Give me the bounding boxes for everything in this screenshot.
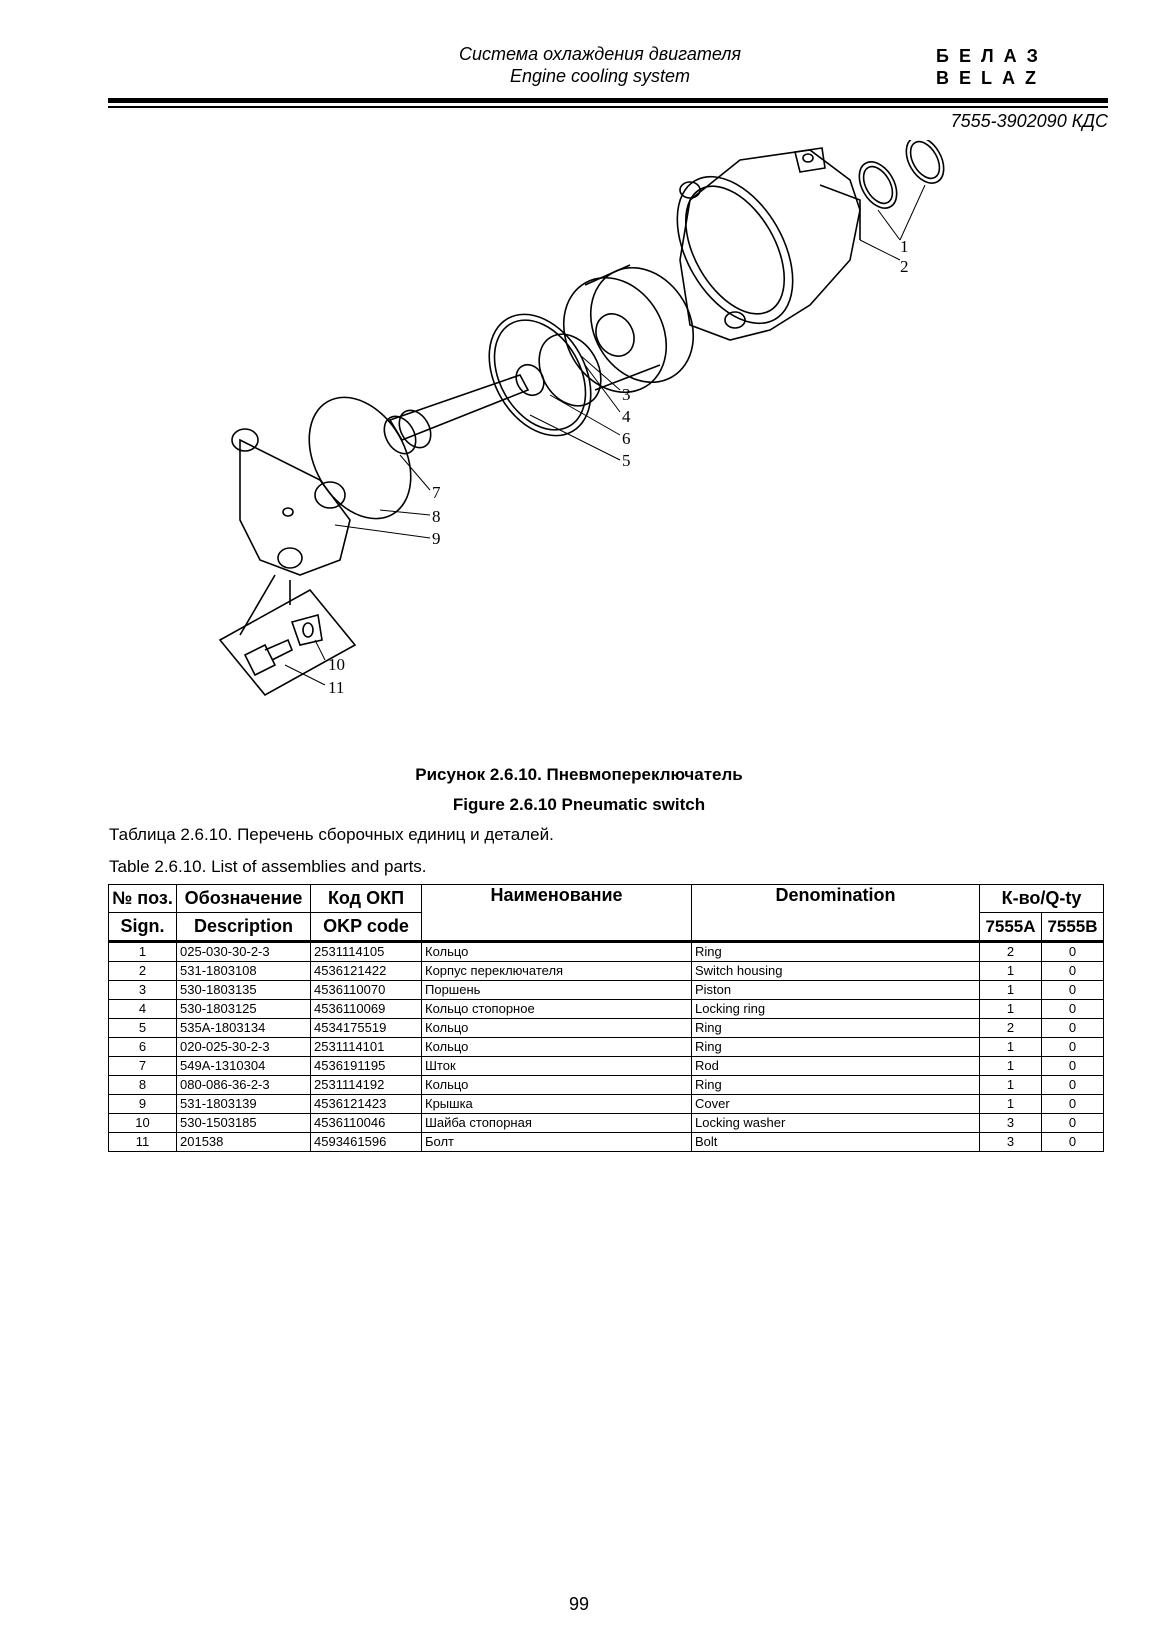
- figure-caption-ru: Рисунок 2.6.10. Пневмопереключатель: [415, 765, 743, 784]
- cell-qty-7555b: 0: [1042, 1076, 1104, 1095]
- callout-4: 4: [622, 407, 631, 426]
- cell-qty-7555b: 0: [1042, 981, 1104, 1000]
- cell-qty-7555a: 2: [980, 942, 1042, 962]
- cell-qty-7555b: 0: [1042, 1057, 1104, 1076]
- cell-qty-7555a: 1: [980, 1038, 1042, 1057]
- figure-caption-en: Figure 2.6.10 Pneumatic switch: [452, 795, 706, 814]
- o-rings-drawing: [852, 140, 952, 215]
- cell-designation: 535A-1803134: [177, 1019, 311, 1038]
- header-qty-7555a: 7555A: [980, 913, 1042, 942]
- callout-8: 8: [432, 507, 441, 526]
- callout-3: 3: [622, 385, 631, 404]
- cell-okp-code: 4593461596: [311, 1133, 422, 1152]
- callout-11: 11: [328, 678, 345, 697]
- cell-position: 3: [109, 981, 177, 1000]
- table-title-en: Table 2.6.10. List of assemblies and parts.: [109, 857, 427, 876]
- cell-qty-7555a: 1: [980, 981, 1042, 1000]
- cell-okp-code: 4536191195: [311, 1057, 422, 1076]
- document-code: 7555-3902090 КДС: [950, 111, 1108, 131]
- table-row: [109, 1019, 1104, 1038]
- cell-name-ru: Шайба стопорная: [422, 1114, 692, 1133]
- header-qty-7555b: 7555B: [1042, 913, 1104, 942]
- cell-position: 9: [109, 1095, 177, 1114]
- table-row: [109, 1095, 1104, 1114]
- exploded-view-drawing: [210, 140, 1110, 740]
- cell-qty-7555a: 1: [980, 1095, 1042, 1114]
- switch-housing-drawing: [653, 148, 860, 343]
- header-pos-ru: № поз.: [109, 885, 177, 913]
- logo-text-en: BELAZ: [936, 68, 1046, 86]
- cell-qty-7555a: 1: [980, 1000, 1042, 1019]
- cell-designation: 531-1803108: [177, 962, 311, 981]
- table-row: [109, 962, 1104, 981]
- cell-okp-code: 2531114192: [311, 1076, 422, 1095]
- header-rule: [108, 98, 1108, 103]
- cell-designation: 025-030-30-2-3: [177, 942, 311, 962]
- header-name-ru: Наименование: [422, 885, 692, 942]
- callout-9: 9: [432, 529, 441, 548]
- table-row: [109, 1038, 1104, 1057]
- cell-name-en: Bolt: [692, 1133, 980, 1152]
- cell-name-en: Locking ring: [692, 1000, 980, 1019]
- cell-qty-7555b: 0: [1042, 1019, 1104, 1038]
- parts-table-body: [109, 942, 1104, 1152]
- header-designation-ru: Обозначение: [177, 885, 311, 913]
- cell-name-ru: Кольцо: [422, 1019, 692, 1038]
- header-designation-en: Description: [177, 913, 311, 942]
- table-row: [109, 1133, 1104, 1152]
- header-okp-ru: Код ОКП: [311, 885, 422, 913]
- cell-okp-code: 2531114105: [311, 942, 422, 962]
- cell-okp-code: 4536110069: [311, 1000, 422, 1019]
- cell-name-en: Ring: [692, 1038, 980, 1057]
- logo-text-ru: БЕЛАЗ: [936, 46, 1048, 66]
- cell-position: 10: [109, 1114, 177, 1133]
- cell-name-en: Switch housing: [692, 962, 980, 981]
- page-number: 99: [568, 1594, 590, 1614]
- cell-designation: 530-1803125: [177, 1000, 311, 1019]
- bolt-washer-detail-drawing: [220, 575, 355, 695]
- cell-designation: 530-1803135: [177, 981, 311, 1000]
- rod-drawing: [378, 375, 528, 459]
- cell-qty-7555a: 1: [980, 962, 1042, 981]
- cell-position: 6: [109, 1038, 177, 1057]
- cell-designation: 531-1803139: [177, 1095, 311, 1114]
- cell-qty-7555b: 0: [1042, 1038, 1104, 1057]
- header-title-ru: Система охлаждения двигателя: [458, 44, 742, 64]
- callout-10: 10: [328, 655, 345, 674]
- cell-name-ru: Кольцо стопорное: [422, 1000, 692, 1019]
- cell-qty-7555b: 0: [1042, 1000, 1104, 1019]
- header-okp-en: OKP code: [311, 913, 422, 942]
- cell-okp-code: 4534175519: [311, 1019, 422, 1038]
- cell-name-en: Ring: [692, 1076, 980, 1095]
- header-name-en: Denomination: [692, 885, 980, 942]
- table-row: [109, 1057, 1104, 1076]
- cell-qty-7555b: 0: [1042, 962, 1104, 981]
- cover-drawing: [232, 429, 350, 575]
- cell-name-ru: Поршень: [422, 981, 692, 1000]
- cell-designation: 201538: [177, 1133, 311, 1152]
- parts-table: [108, 884, 1104, 1152]
- cell-qty-7555b: 0: [1042, 1114, 1104, 1133]
- cell-name-en: Ring: [692, 1019, 980, 1038]
- callout-7: 7: [432, 483, 441, 502]
- cell-qty-7555a: 3: [980, 1133, 1042, 1152]
- cell-name-ru: Кольцо: [422, 1076, 692, 1095]
- cell-qty-7555a: 2: [980, 1019, 1042, 1038]
- callout-2: 2: [900, 257, 909, 276]
- cell-position: 8: [109, 1076, 177, 1095]
- cell-qty-7555b: 0: [1042, 1095, 1104, 1114]
- table-row: [109, 981, 1104, 1000]
- callout-6: 6: [622, 429, 631, 448]
- header-title-en: Engine cooling system: [509, 66, 691, 86]
- cell-okp-code: 4536121423: [311, 1095, 422, 1114]
- cell-position: 5: [109, 1019, 177, 1038]
- header-rule-thin: [108, 106, 1108, 108]
- table-row: [109, 942, 1104, 962]
- cell-qty-7555a: 1: [980, 1057, 1042, 1076]
- cell-position: 7: [109, 1057, 177, 1076]
- cell-designation: 530-1503185: [177, 1114, 311, 1133]
- table-row: [109, 1114, 1104, 1133]
- cell-designation: 080-086-36-2-3: [177, 1076, 311, 1095]
- callout-5: 5: [622, 451, 631, 470]
- cell-position: 4: [109, 1000, 177, 1019]
- cell-designation: 020-025-30-2-3: [177, 1038, 311, 1057]
- cell-position: 11: [109, 1133, 177, 1152]
- cell-position: 1: [109, 942, 177, 962]
- cell-okp-code: 4536121422: [311, 962, 422, 981]
- belaz-logo: [936, 44, 1106, 86]
- cell-qty-7555a: 1: [980, 1076, 1042, 1095]
- cell-name-ru: Кольцо: [422, 942, 692, 962]
- cell-name-ru: Крышка: [422, 1095, 692, 1114]
- cell-name-ru: Кольцо: [422, 1038, 692, 1057]
- callout-1: 1: [900, 237, 909, 256]
- cell-name-en: Locking washer: [692, 1114, 980, 1133]
- cell-name-en: Ring: [692, 942, 980, 962]
- table-title-ru: Таблица 2.6.10. Перечень сборочных единиц и деталей.: [109, 825, 554, 844]
- cell-okp-code: 2531114101: [311, 1038, 422, 1057]
- cell-name-ru: Корпус переключателя: [422, 962, 692, 981]
- cell-name-en: Rod: [692, 1057, 980, 1076]
- table-row: [109, 1076, 1104, 1095]
- header-pos-en: Sign.: [109, 913, 177, 942]
- cell-okp-code: 4536110046: [311, 1114, 422, 1133]
- cell-name-en: Cover: [692, 1095, 980, 1114]
- cell-qty-7555b: 0: [1042, 1133, 1104, 1152]
- cell-name-ru: Шток: [422, 1057, 692, 1076]
- cell-designation: 549A-1310304: [177, 1057, 311, 1076]
- cell-name-ru: Болт: [422, 1133, 692, 1152]
- cell-qty-7555b: 0: [1042, 942, 1104, 962]
- cell-position: 2: [109, 962, 177, 981]
- header-quantity: К-во/Q-ty: [980, 885, 1104, 913]
- cell-okp-code: 4536110070: [311, 981, 422, 1000]
- table-row: [109, 1000, 1104, 1019]
- cell-name-en: Piston: [692, 981, 980, 1000]
- cell-qty-7555a: 3: [980, 1114, 1042, 1133]
